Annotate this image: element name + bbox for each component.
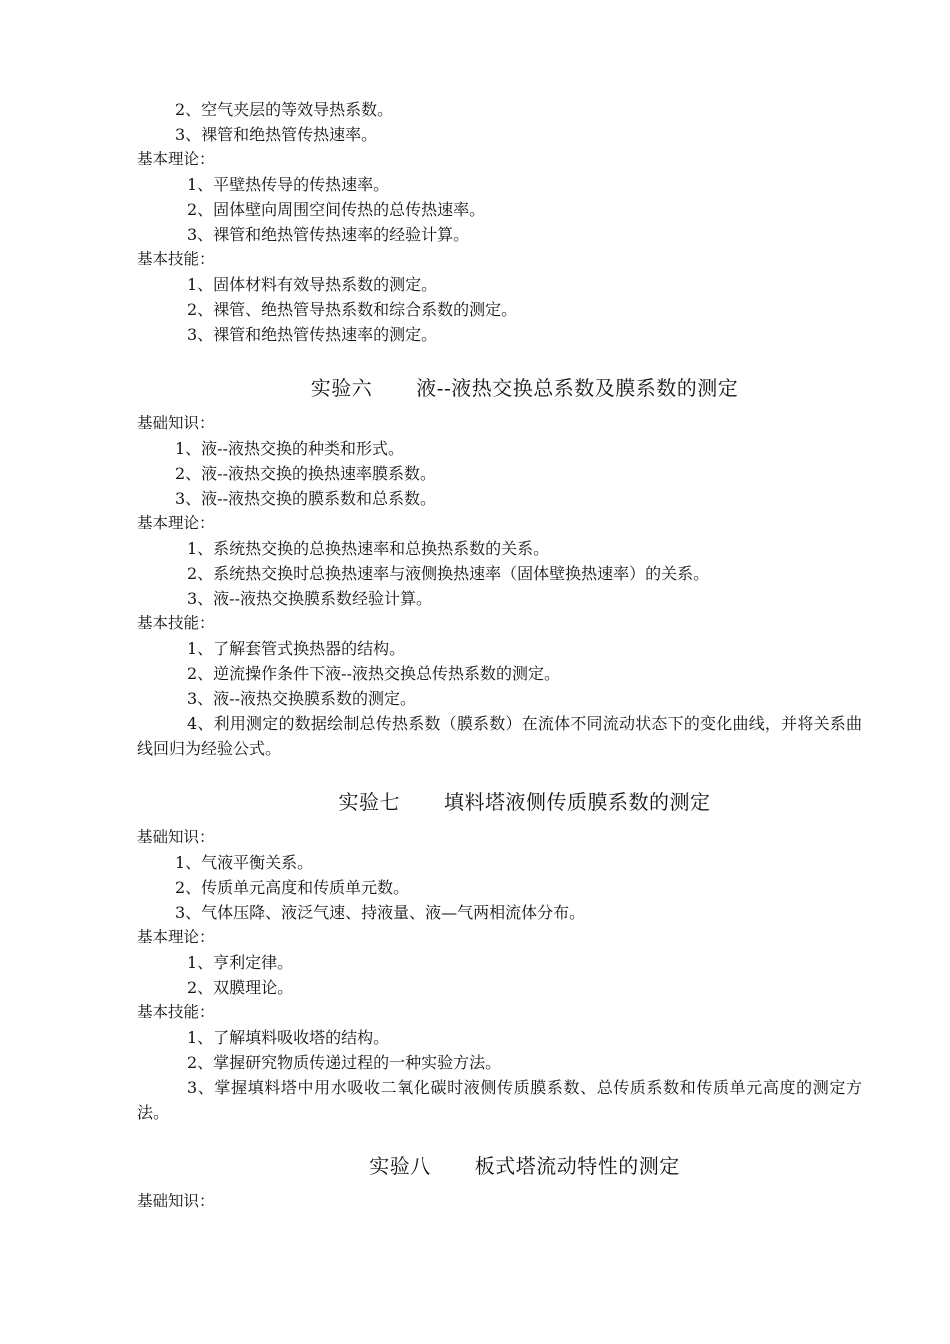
list-item: 3、液--液热交换膜系数经验计算。 (187, 589, 432, 608)
experiment-title (137, 373, 862, 403)
experiment-title (137, 1151, 862, 1181)
intro-section (137, 97, 862, 347)
list-item: 2、空气夹层的等效导热系数。 (175, 100, 394, 119)
list-item: 2、传质单元高度和传质单元数。 (175, 878, 410, 897)
list-item: 2、逆流操作条件下液--液热交换总传热系数的测定。 (187, 664, 560, 683)
experiment-7-section (137, 787, 862, 1125)
experiment-name: 板式塔流动特性的测定 (474, 1154, 680, 1178)
list-item: 2、系统热交换时总换热速率与液侧换热速率（固体壁换热速率）的关系。 (187, 564, 710, 583)
experiment-name: 填料塔液侧传质膜系数的测定 (444, 790, 711, 814)
list-item: 1、系统热交换的总换热速率和总换热系数的关系。 (187, 539, 550, 558)
experiment-8-section (137, 1151, 862, 1214)
section-heading: 基本理论： (137, 150, 215, 168)
list-item: 1、液--液热交换的种类和形式。 (175, 439, 404, 458)
list-item: 1、平壁热传导的传热速率。 (187, 175, 390, 194)
section-heading: 基本技能： (137, 1003, 215, 1021)
experiment-6-section (137, 373, 862, 761)
list-item: 1、了解填料吸收塔的结构。 (187, 1028, 390, 1047)
list-item: 1、了解套管式换热器的结构。 (187, 639, 406, 658)
experiment-number: 实验八 (369, 1154, 431, 1178)
experiment-number: 实验七 (338, 790, 400, 814)
experiment-name: 液--液热交换总系数及膜系数的测定 (416, 376, 739, 400)
list-item: 2、掌握研究物质传递过程的一种实验方法。 (187, 1053, 502, 1072)
section-heading: 基本技能： (137, 614, 215, 632)
list-item: 3、裸管和绝热管传热速率。 (175, 125, 378, 144)
document-page (137, 97, 862, 1214)
list-item: 3、液--液热交换的膜系数和总系数。 (175, 489, 436, 508)
experiment-title (137, 787, 862, 817)
section-heading: 基础知识： (137, 414, 215, 432)
list-item: 2、液--液热交换的换热速率膜系数。 (175, 464, 436, 483)
list-item: 3、裸管和绝热管传热速率的经验计算。 (187, 225, 470, 244)
list-item: 3、气体压降、液泛气速、持液量、液—气两相流体分布。 (175, 903, 586, 922)
list-item: 2、裸管、绝热管导热系数和综合系数的测定。 (187, 300, 518, 319)
experiment-number: 实验六 (310, 376, 373, 400)
section-heading: 基本技能： (137, 250, 215, 268)
list-item: 1、亨利定律。 (187, 953, 294, 972)
list-item: 1、固体材料有效导热系数的测定。 (187, 275, 438, 294)
list-item: 1、气液平衡关系。 (175, 853, 314, 872)
list-item-long: 4、利用测定的数据绘制总传热系数（膜系数）在流体不同流动状态下的变化曲线，并将关系曲线回归为经验公式。 (137, 714, 862, 758)
section-heading: 基本理论： (137, 928, 215, 946)
list-item: 3、裸管和绝热管传热速率的测定。 (187, 325, 438, 344)
list-item: 2、双膜理论。 (187, 978, 294, 997)
list-item: 2、固体壁向周围空间传热的总传热速率。 (187, 200, 486, 219)
section-heading: 基本理论： (137, 514, 215, 532)
section-heading: 基础知识： (137, 1192, 215, 1210)
section-heading: 基础知识： (137, 828, 215, 846)
list-item: 3、液--液热交换膜系数的测定。 (187, 689, 416, 708)
list-item-long: 3、掌握填料塔中用水吸收二氧化碳时液侧传质膜系数、总传质系数和传质单元高度的测定方法。 (137, 1078, 862, 1122)
